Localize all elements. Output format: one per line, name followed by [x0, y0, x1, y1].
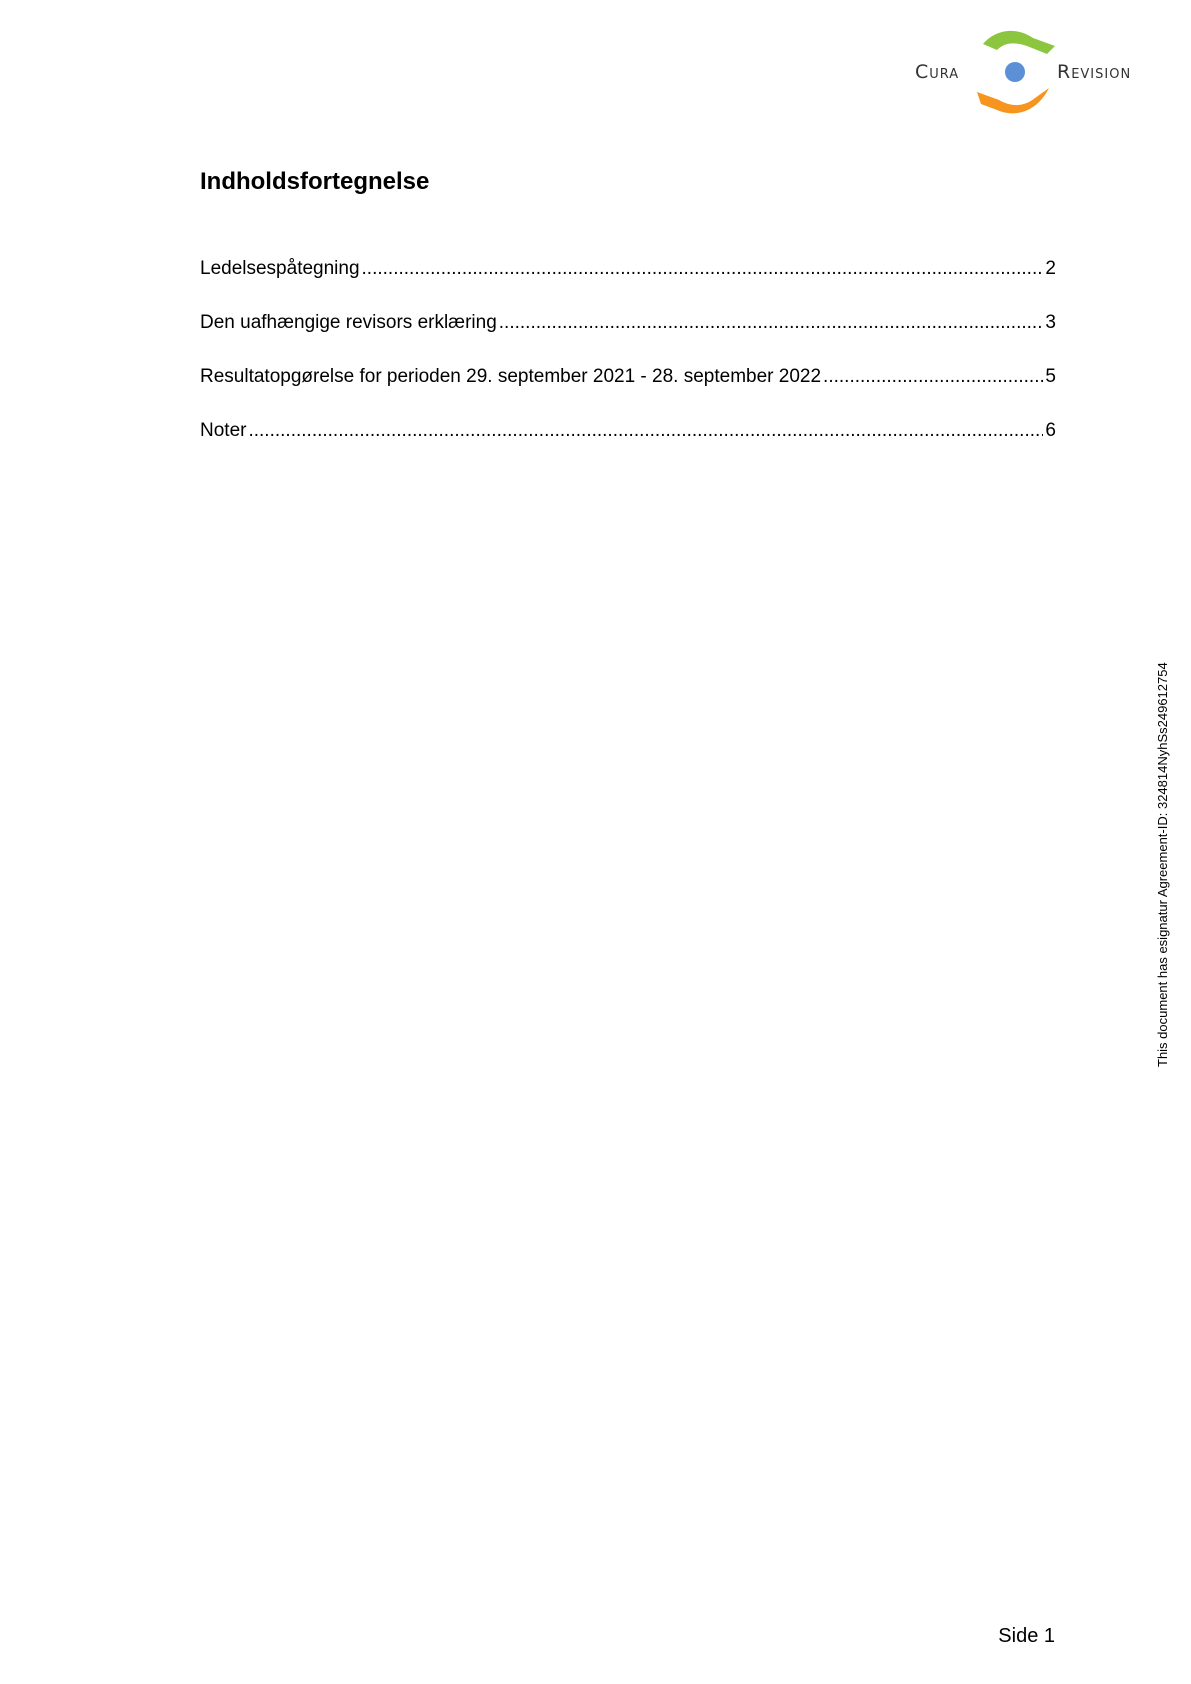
table-of-contents	[200, 258, 1056, 474]
toc-dot-leader	[499, 312, 1044, 334]
toc-entry[interactable]	[200, 420, 1056, 474]
toc-dot-leader	[248, 420, 1043, 442]
toc-dot-leader	[362, 258, 1044, 280]
toc-entry-page: 3	[1045, 312, 1056, 333]
toc-entry-label: Resultatopgørelse for perioden 29. september 2021 - 28. september 2022	[200, 366, 822, 387]
company-logo	[915, 28, 1160, 116]
toc-entry[interactable]	[200, 366, 1056, 420]
logo-word-revision: Revision	[1057, 61, 1132, 83]
toc-entry-page: 6	[1045, 420, 1056, 441]
toc-entry-page: 5	[1045, 366, 1056, 387]
page-number: Side 1	[998, 1625, 1055, 1647]
logo-word-cura: Cura	[915, 61, 960, 83]
toc-entry-page: 2	[1045, 258, 1056, 279]
toc-entry-label: Noter	[200, 420, 247, 441]
toc-entry[interactable]	[200, 312, 1056, 366]
esignatur-watermark: This document has esignatur Agreement-ID: 324814NyhSs249612754	[1155, 662, 1170, 1067]
logo-hands-icon	[975, 28, 1057, 116]
toc-title: Indholdsfortegnelse	[200, 168, 430, 195]
toc-dot-leader	[823, 366, 1043, 388]
toc-entry-label: Den uafhængige revisors erklæring	[200, 312, 497, 333]
toc-entry-label: Ledelsespåtegning	[200, 258, 360, 279]
toc-entry[interactable]	[200, 258, 1056, 312]
